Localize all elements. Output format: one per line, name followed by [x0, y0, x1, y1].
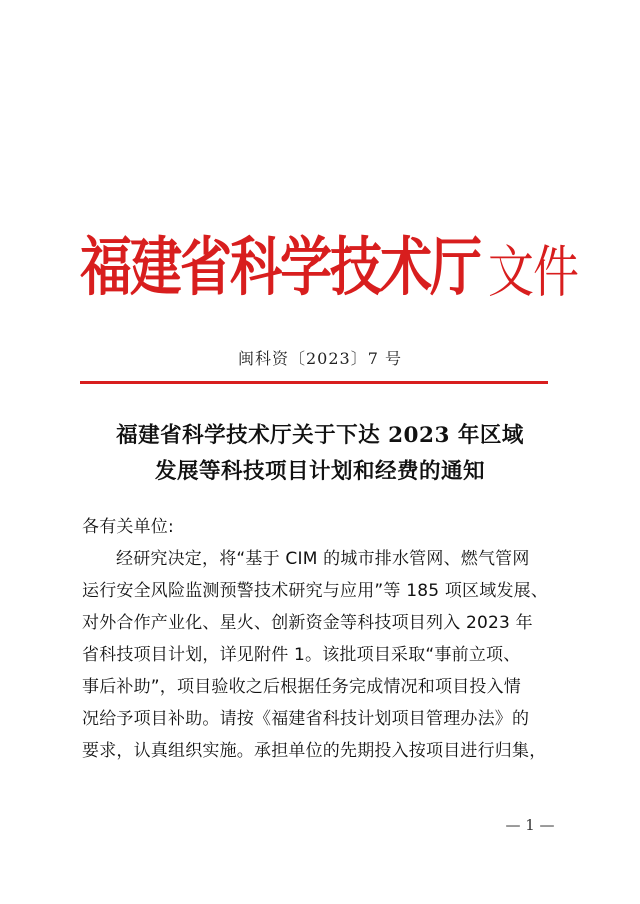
body-line: 要求，认真组织实施。承担单位的先期投入按项目进行归集， — [82, 741, 547, 761]
document-number: 闽科资〔2023〕7 号 — [238, 349, 402, 368]
body-line: 对外合作产业化、星火、创新资金等科技项目列入 2023 年 — [82, 613, 533, 633]
body-line: 省科技项目计划，详见附件 1。该批项目采取“事前立项、 — [82, 645, 521, 665]
issuing-organization: 福建省科学技术厅 — [80, 231, 481, 305]
body-line: 事后补助”，项目验收之后根据任务完成情况和项目投入情 — [82, 677, 522, 697]
notice-title-line-1: 福建省科学技术厅关于下达 2023 年区域 — [116, 423, 524, 448]
body-line: 运行安全风险监测预警技术研究与应用”等 185 项区域发展、 — [82, 581, 549, 601]
notice-title — [70, 418, 570, 490]
salutation: 各有关单位: — [82, 517, 174, 537]
page-number: — 1 — — [505, 816, 555, 834]
notice-title-line-2: 发展等科技项目计划和经费的通知 — [154, 459, 485, 484]
body-line: 况给予项目补助。请按《福建省科技计划项目管理办法》的 — [82, 709, 530, 729]
document-type-label: 文件 — [488, 239, 579, 305]
notice-body — [82, 511, 566, 767]
body-line: 经研究决定，将“基于 CIM 的城市排水管网、燃气管网 — [116, 549, 530, 569]
document-header — [80, 228, 579, 305]
red-divider-line — [80, 381, 548, 384]
